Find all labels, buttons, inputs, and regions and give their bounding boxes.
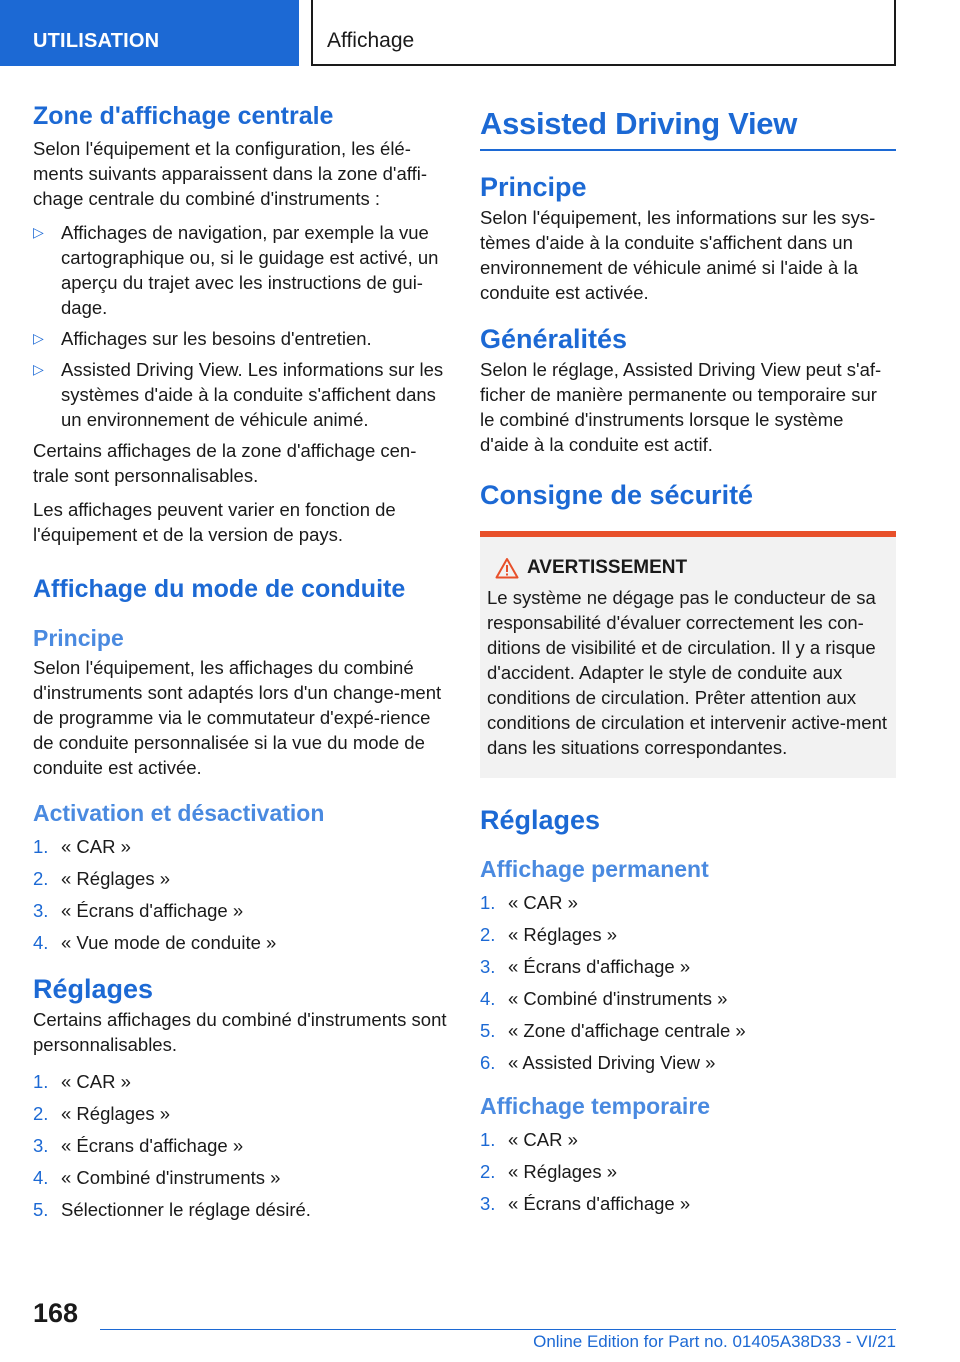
principe-title: Principe [480, 172, 587, 202]
activation-title: Activation et désactivation [33, 800, 325, 826]
left-column [33, 100, 449, 1229]
list-item: 4. « Vue mode de conduite » [33, 932, 277, 953]
right-column [480, 102, 896, 1223]
list-item: ▷ Affichages de navigation, par exemple la vue cartographique ou, si le guidage est activé, un aperçu du trajet avec les instructions de gui-dage. [33, 222, 439, 318]
zone-title: Zone d'affichage centrale [33, 102, 334, 130]
zone-paragraph-3: Les affichages peuvent varier en fonction de l'équipement et de la version de pays. [33, 499, 396, 545]
page-header [0, 0, 960, 66]
list-item: 2. « Réglages » [480, 1161, 618, 1182]
warning-label: AVERTISSEMENT [527, 557, 688, 578]
list-item: 2. « Réglages » [33, 868, 171, 889]
triangle-bullet-icon: ▷ [33, 330, 44, 346]
generalites-title: Généralités [480, 324, 628, 354]
list-item: 1. « CAR » [480, 1129, 578, 1150]
page-number: 168 [33, 1298, 79, 1328]
list-item: 2. « Réglages » [33, 1103, 171, 1124]
list-item: 4. « Combiné d'instruments » [480, 988, 728, 1009]
list-item: 5. Sélectionner le réglage désiré. [33, 1199, 311, 1220]
reglages-steps [33, 1069, 449, 1222]
permanent-title: Affichage permanent [480, 856, 709, 882]
list-item: 2. « Réglages » [480, 924, 618, 945]
reglages-text: Certains affichages du combiné d'instruments sont personnalisables. [33, 1009, 447, 1055]
triangle-bullet-icon: ▷ [33, 224, 44, 240]
reglages-title: Réglages [33, 974, 154, 1004]
list-item: 5. « Zone d'affichage centrale » [480, 1020, 746, 1041]
list-item: 3. « Écrans d'affichage » [480, 1193, 691, 1214]
temporaire-title: Affichage temporaire [480, 1093, 711, 1119]
activation-steps [33, 834, 449, 955]
generalites-text: Selon le réglage, Assisted Driving View peut s'af-ficher de manière permanente ou temporaire sur le combiné d'instruments lorsque le système d'aide à la conduite est actif. [480, 359, 882, 455]
permanent-steps [480, 890, 896, 1075]
temporaire-steps [480, 1127, 896, 1216]
zone-intro: Selon l'équipement et la configuration, les élé-ments suivants apparaissent dans la zone d'affi-chage centrale du combiné d'instruments : [33, 138, 427, 209]
warning-text: Le système ne dégage pas le conducteur de sa responsabilité d'évaluer correctement les con-ditions de visibilité et de circulation. Il y a risque d'accident. Adapter le style de conduite aux conditions de circulation. Prêter attention aux conditions de circulation et intervenir active-ment dans les situations correspondantes. [487, 587, 887, 758]
list-item: 1. « CAR » [480, 892, 578, 913]
list-item: 6. « Assisted Driving View » [480, 1052, 716, 1073]
principe-text: Selon l'équipement, les informations sur les sys-tèmes d'aide à la conduite s'affichent dans un environnement de véhicule animé si l'aide à la conduite est activée. [480, 207, 876, 303]
zone-bullet-list [33, 220, 449, 432]
section-tab: UTILISATION [0, 0, 299, 66]
list-item: ▷ Affichages sur les besoins d'entretien. [33, 328, 372, 349]
list-item: 4. « Combiné d'instruments » [33, 1167, 281, 1188]
warning-triangle-icon [487, 557, 527, 579]
principe-title: Principe [33, 625, 124, 651]
warning-header [487, 555, 889, 581]
consigne-title: Consigne de sécurité [480, 480, 754, 510]
list-item: 3. « Écrans d'affichage » [33, 1135, 244, 1156]
triangle-bullet-icon: ▷ [33, 361, 44, 377]
list-item: 3. « Écrans d'affichage » [33, 900, 244, 921]
topic-box: Affichage [311, 0, 896, 66]
mode-title: Affichage du mode de conduite [33, 575, 406, 603]
list-item: 3. « Écrans d'affichage » [480, 956, 691, 977]
zone-paragraph-2: Certains affichages de la zone d'affichage cen-trale sont personnalisables. [33, 440, 417, 486]
principe-text: Selon l'équipement, les affichages du combiné d'instruments sont adaptés lors d'un change-ment de programme via le commutateur d'expé-rience de conduite personnalisée si la vue du mode de conduite est activée. [33, 657, 442, 778]
reglages-title: Réglages [480, 805, 601, 835]
list-item: 1. « CAR » [33, 836, 131, 857]
main-title: Assisted Driving View [480, 102, 896, 151]
list-item: ▷ Assisted Driving View. Les informations sur les systèmes d'aide à la conduite s'affichent dans un environnement de véhicule animé. [33, 359, 444, 430]
list-item: 1. « CAR » [33, 1071, 131, 1092]
warning-box [480, 531, 896, 778]
edition-text: Online Edition for Part no. 01405A38D33 - VI/21 [533, 1332, 896, 1351]
